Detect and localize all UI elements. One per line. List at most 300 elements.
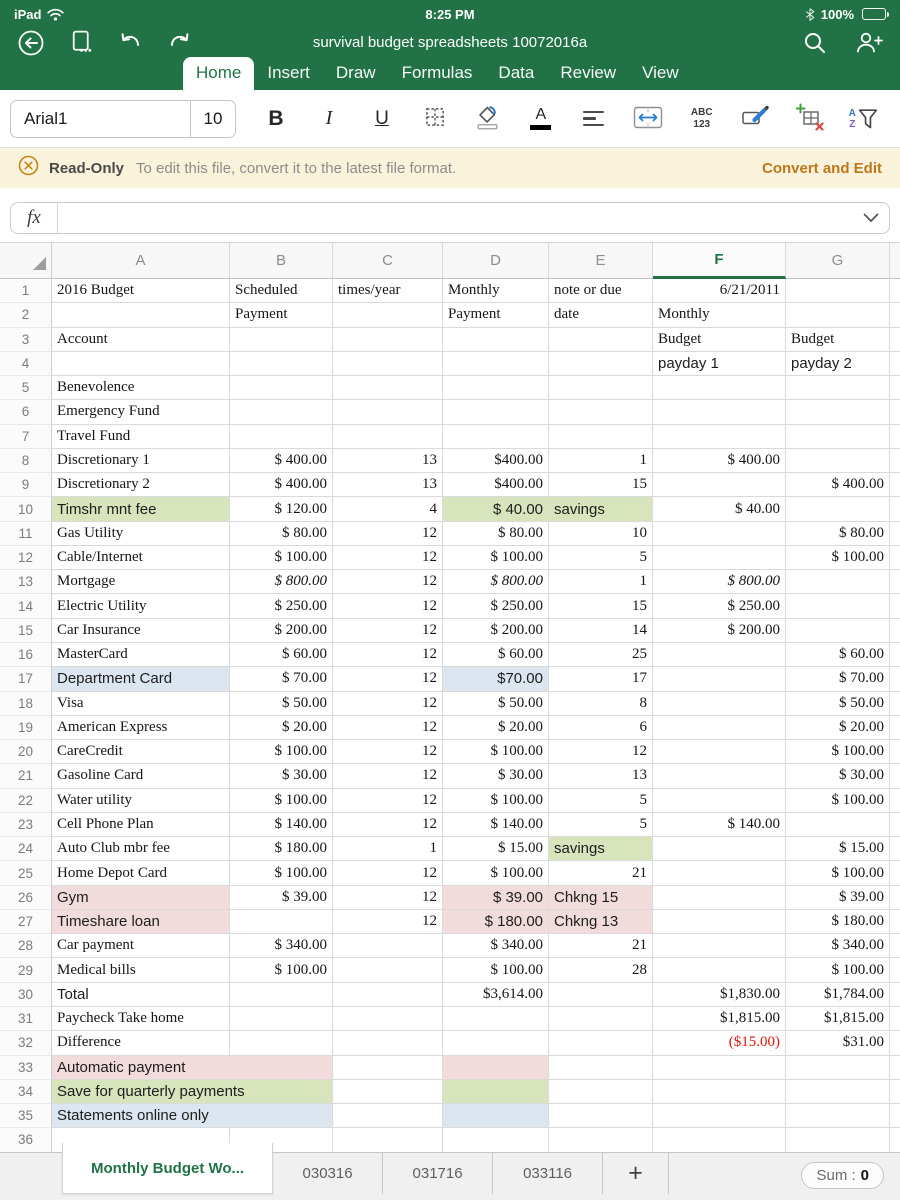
cell-A10[interactable]: Timshr mnt fee xyxy=(52,497,230,521)
cell-F29[interactable] xyxy=(653,958,786,982)
cell-G36[interactable] xyxy=(786,1128,890,1152)
cell-C30[interactable] xyxy=(333,983,443,1007)
column-header-F[interactable]: F xyxy=(653,243,786,279)
cell-E7[interactable] xyxy=(549,425,653,449)
cell-D11[interactable]: $ 80.00 xyxy=(443,522,549,546)
cell-G35[interactable] xyxy=(786,1104,890,1128)
cell-E6[interactable] xyxy=(549,400,653,424)
cell-F16[interactable] xyxy=(653,643,786,667)
cell-A17[interactable]: Department Card xyxy=(52,667,230,691)
cell-G4[interactable]: payday 2 xyxy=(786,352,890,376)
cell-E33[interactable] xyxy=(549,1056,653,1080)
cell-G21[interactable]: $ 30.00 xyxy=(786,764,890,788)
cell-C7[interactable] xyxy=(333,425,443,449)
cell-A9[interactable]: Discretionary 2 xyxy=(52,473,230,497)
cell-B3[interactable] xyxy=(230,328,333,352)
row-header-29[interactable]: 29 xyxy=(0,958,52,982)
cell-D35[interactable] xyxy=(443,1104,549,1128)
cell-D31[interactable] xyxy=(443,1007,549,1031)
cell-E17[interactable]: 17 xyxy=(549,667,653,691)
cell-A35[interactable]: Statements online only xyxy=(52,1104,333,1128)
cell-C3[interactable] xyxy=(333,328,443,352)
cell-G30[interactable]: $1,784.00 xyxy=(786,983,890,1007)
cell-E5[interactable] xyxy=(549,376,653,400)
cell-E11[interactable]: 10 xyxy=(549,522,653,546)
cell-F8[interactable]: $ 400.00 xyxy=(653,449,786,473)
cell-F28[interactable] xyxy=(653,934,786,958)
cell-A19[interactable]: American Express xyxy=(52,716,230,740)
cell-B7[interactable] xyxy=(230,425,333,449)
cell-E35[interactable] xyxy=(549,1104,653,1128)
cell-F17[interactable] xyxy=(653,667,786,691)
font-color-button[interactable] xyxy=(527,107,555,130)
cell-C16[interactable]: 12 xyxy=(333,643,443,667)
sheet-tab-030316[interactable]: 030316 xyxy=(273,1153,383,1194)
cell-E34[interactable] xyxy=(549,1080,653,1104)
cell-B28[interactable]: $ 340.00 xyxy=(230,934,333,958)
cell-B25[interactable]: $ 100.00 xyxy=(230,861,333,885)
cell-F27[interactable] xyxy=(653,910,786,934)
cell-E21[interactable]: 13 xyxy=(549,764,653,788)
tab-home[interactable]: Home xyxy=(183,57,254,90)
cell-A28[interactable]: Car payment xyxy=(52,934,230,958)
cell-B17[interactable]: $ 70.00 xyxy=(230,667,333,691)
cell-G15[interactable] xyxy=(786,619,890,643)
cell-E1[interactable]: note or due xyxy=(549,279,653,303)
cell-F19[interactable] xyxy=(653,716,786,740)
cell-D9[interactable]: $400.00 xyxy=(443,473,549,497)
cell-D19[interactable]: $ 20.00 xyxy=(443,716,549,740)
row-header-5[interactable]: 5 xyxy=(0,376,52,400)
cell-A21[interactable]: Gasoline Card xyxy=(52,764,230,788)
row-header-14[interactable]: 14 xyxy=(0,594,52,618)
cell-A30[interactable]: Total xyxy=(52,983,230,1007)
cell-G1[interactable] xyxy=(786,279,890,303)
cell-F25[interactable] xyxy=(653,861,786,885)
bold-button[interactable] xyxy=(262,107,290,131)
cell-G28[interactable]: $ 340.00 xyxy=(786,934,890,958)
cell-B22[interactable]: $ 100.00 xyxy=(230,789,333,813)
cell-G8[interactable] xyxy=(786,449,890,473)
row-header-21[interactable]: 21 xyxy=(0,764,52,788)
cell-A11[interactable]: Gas Utility xyxy=(52,522,230,546)
tab-data[interactable]: Data xyxy=(485,57,547,90)
row-header-9[interactable]: 9 xyxy=(0,473,52,497)
cell-G18[interactable]: $ 50.00 xyxy=(786,692,890,716)
cell-B21[interactable]: $ 30.00 xyxy=(230,764,333,788)
row-header-24[interactable]: 24 xyxy=(0,837,52,861)
cell-A26[interactable]: Gym xyxy=(52,886,230,910)
row-header-6[interactable]: 6 xyxy=(0,400,52,424)
row-header-4[interactable]: 4 xyxy=(0,352,52,376)
cell-D28[interactable]: $ 340.00 xyxy=(443,934,549,958)
row-header-27[interactable]: 27 xyxy=(0,910,52,934)
cell-C36[interactable] xyxy=(333,1128,443,1152)
cell-B13[interactable]: $ 800.00 xyxy=(230,570,333,594)
cell-C19[interactable]: 12 xyxy=(333,716,443,740)
cell-F31[interactable]: $1,815.00 xyxy=(653,1007,786,1031)
cell-E2[interactable]: date xyxy=(549,303,653,327)
cell-D12[interactable]: $ 100.00 xyxy=(443,546,549,570)
cell-F14[interactable]: $ 250.00 xyxy=(653,594,786,618)
cell-G29[interactable]: $ 100.00 xyxy=(786,958,890,982)
cell-A20[interactable]: CareCredit xyxy=(52,740,230,764)
cell-C28[interactable] xyxy=(333,934,443,958)
cell-A22[interactable]: Water utility xyxy=(52,789,230,813)
cell-D23[interactable]: $ 140.00 xyxy=(443,813,549,837)
cell-G33[interactable] xyxy=(786,1056,890,1080)
cell-E10[interactable]: savings xyxy=(549,497,653,521)
cell-G24[interactable]: $ 15.00 xyxy=(786,837,890,861)
cell-E27[interactable]: Chkng 13 xyxy=(549,910,653,934)
cell-F21[interactable] xyxy=(653,764,786,788)
row-header-25[interactable]: 25 xyxy=(0,861,52,885)
cell-A31[interactable]: Paycheck Take home xyxy=(52,1007,230,1031)
cell-D5[interactable] xyxy=(443,376,549,400)
cell-B18[interactable]: $ 50.00 xyxy=(230,692,333,716)
cell-C14[interactable]: 12 xyxy=(333,594,443,618)
undo-button[interactable] xyxy=(117,31,143,55)
sheet-tab-033116[interactable]: 033116 xyxy=(493,1153,603,1194)
cell-B23[interactable]: $ 140.00 xyxy=(230,813,333,837)
cell-B6[interactable] xyxy=(230,400,333,424)
cell-A12[interactable]: Cable/Internet xyxy=(52,546,230,570)
add-sheet-button[interactable]: + xyxy=(603,1153,669,1194)
cell-A5[interactable]: Benevolence xyxy=(52,376,230,400)
cell-E30[interactable] xyxy=(549,983,653,1007)
cell-E19[interactable]: 6 xyxy=(549,716,653,740)
row-header-26[interactable]: 26 xyxy=(0,886,52,910)
cell-D3[interactable] xyxy=(443,328,549,352)
cell-A25[interactable]: Home Depot Card xyxy=(52,861,230,885)
cell-D32[interactable] xyxy=(443,1031,549,1055)
tab-view[interactable]: View xyxy=(629,57,692,90)
column-header-G[interactable]: G xyxy=(786,243,890,279)
cell-G22[interactable]: $ 100.00 xyxy=(786,789,890,813)
row-header-8[interactable]: 8 xyxy=(0,449,52,473)
cell-A33[interactable]: Automatic payment xyxy=(52,1056,333,1080)
fill-color-button[interactable] xyxy=(474,104,502,134)
cell-F36[interactable] xyxy=(653,1128,786,1152)
cell-B11[interactable]: $ 80.00 xyxy=(230,522,333,546)
cell-F22[interactable] xyxy=(653,789,786,813)
cell-A13[interactable]: Mortgage xyxy=(52,570,230,594)
row-header-20[interactable]: 20 xyxy=(0,740,52,764)
cell-B10[interactable]: $ 120.00 xyxy=(230,497,333,521)
cell-A15[interactable]: Car Insurance xyxy=(52,619,230,643)
cell-B26[interactable]: $ 39.00 xyxy=(230,886,333,910)
search-button[interactable] xyxy=(802,30,828,56)
cell-F5[interactable] xyxy=(653,376,786,400)
cell-A29[interactable]: Medical bills xyxy=(52,958,230,982)
cell-E22[interactable]: 5 xyxy=(549,789,653,813)
cell-B8[interactable]: $ 400.00 xyxy=(230,449,333,473)
cell-B31[interactable] xyxy=(230,1007,333,1031)
sheet-tab-031716[interactable]: 031716 xyxy=(383,1153,493,1194)
cell-D6[interactable] xyxy=(443,400,549,424)
cell-F12[interactable] xyxy=(653,546,786,570)
cell-F10[interactable]: $ 40.00 xyxy=(653,497,786,521)
cell-E16[interactable]: 25 xyxy=(549,643,653,667)
convert-and-edit-button[interactable]: Convert and Edit xyxy=(761,159,882,177)
cell-B9[interactable]: $ 400.00 xyxy=(230,473,333,497)
cell-B16[interactable]: $ 60.00 xyxy=(230,643,333,667)
cell-D29[interactable]: $ 100.00 xyxy=(443,958,549,982)
font-picker[interactable] xyxy=(10,100,236,138)
column-header-C[interactable]: C xyxy=(333,243,443,279)
cell-A3[interactable]: Account xyxy=(52,328,230,352)
formula-input[interactable] xyxy=(58,203,853,233)
cell-C18[interactable]: 12 xyxy=(333,692,443,716)
row-header-13[interactable]: 13 xyxy=(0,570,52,594)
cell-F26[interactable] xyxy=(653,886,786,910)
cell-D2[interactable]: Payment xyxy=(443,303,549,327)
cell-B5[interactable] xyxy=(230,376,333,400)
cell-D8[interactable]: $400.00 xyxy=(443,449,549,473)
row-header-2[interactable]: 2 xyxy=(0,303,52,327)
cell-E4[interactable] xyxy=(549,352,653,376)
cell-F2[interactable]: Monthly xyxy=(653,303,786,327)
cell-E20[interactable]: 12 xyxy=(549,740,653,764)
cell-D13[interactable]: $ 800.00 xyxy=(443,570,549,594)
file-menu-button[interactable] xyxy=(70,29,93,56)
italic-button[interactable] xyxy=(315,107,343,130)
cell-C17[interactable]: 12 xyxy=(333,667,443,691)
column-header-E[interactable]: E xyxy=(549,243,653,279)
row-header-15[interactable]: 15 xyxy=(0,619,52,643)
cell-C34[interactable] xyxy=(333,1080,443,1104)
cell-D22[interactable]: $ 100.00 xyxy=(443,789,549,813)
row-header-34[interactable]: 34 xyxy=(0,1080,52,1104)
row-header-16[interactable]: 16 xyxy=(0,643,52,667)
cell-G26[interactable]: $ 39.00 xyxy=(786,886,890,910)
cell-A27[interactable]: Timeshare loan xyxy=(52,910,230,934)
cell-C13[interactable]: 12 xyxy=(333,570,443,594)
formula-expand-chevron[interactable] xyxy=(853,213,889,223)
cell-F18[interactable] xyxy=(653,692,786,716)
cell-G20[interactable]: $ 100.00 xyxy=(786,740,890,764)
cell-B14[interactable]: $ 250.00 xyxy=(230,594,333,618)
cell-E18[interactable]: 8 xyxy=(549,692,653,716)
cell-C31[interactable] xyxy=(333,1007,443,1031)
cell-F11[interactable] xyxy=(653,522,786,546)
cell-G12[interactable]: $ 100.00 xyxy=(786,546,890,570)
cell-F35[interactable] xyxy=(653,1104,786,1128)
cell-C29[interactable] xyxy=(333,958,443,982)
cell-C10[interactable]: 4 xyxy=(333,497,443,521)
cell-D7[interactable] xyxy=(443,425,549,449)
cell-F30[interactable]: $1,830.00 xyxy=(653,983,786,1007)
cell-G3[interactable]: Budget xyxy=(786,328,890,352)
row-header-31[interactable]: 31 xyxy=(0,1007,52,1031)
cell-G10[interactable] xyxy=(786,497,890,521)
cell-G7[interactable] xyxy=(786,425,890,449)
cell-G27[interactable]: $ 180.00 xyxy=(786,910,890,934)
cell-B19[interactable]: $ 20.00 xyxy=(230,716,333,740)
cell-E32[interactable] xyxy=(549,1031,653,1055)
cell-E9[interactable]: 15 xyxy=(549,473,653,497)
cell-A24[interactable]: Auto Club mbr fee xyxy=(52,837,230,861)
row-header-30[interactable]: 30 xyxy=(0,983,52,1007)
cell-C25[interactable]: 12 xyxy=(333,861,443,885)
cell-C9[interactable]: 13 xyxy=(333,473,443,497)
cell-C5[interactable] xyxy=(333,376,443,400)
cell-C21[interactable]: 12 xyxy=(333,764,443,788)
tab-insert[interactable]: Insert xyxy=(254,57,323,90)
cell-F13[interactable]: $ 800.00 xyxy=(653,570,786,594)
row-header-35[interactable]: 35 xyxy=(0,1104,52,1128)
borders-button[interactable] xyxy=(421,104,449,133)
cell-D1[interactable]: Monthly xyxy=(443,279,549,303)
number-format-button[interactable] xyxy=(688,107,716,130)
select-all-corner[interactable] xyxy=(0,243,52,279)
cell-A23[interactable]: Cell Phone Plan xyxy=(52,813,230,837)
cell-G25[interactable]: $ 100.00 xyxy=(786,861,890,885)
cell-C4[interactable] xyxy=(333,352,443,376)
insert-delete-cells-button[interactable] xyxy=(796,103,824,134)
row-header-23[interactable]: 23 xyxy=(0,813,52,837)
cell-C23[interactable]: 12 xyxy=(333,813,443,837)
cell-C26[interactable]: 12 xyxy=(333,886,443,910)
row-header-36[interactable]: 36 xyxy=(0,1128,52,1152)
cell-D27[interactable]: $ 180.00 xyxy=(443,910,549,934)
cell-C2[interactable] xyxy=(333,303,443,327)
cell-D4[interactable] xyxy=(443,352,549,376)
cell-G5[interactable] xyxy=(786,376,890,400)
row-header-3[interactable]: 3 xyxy=(0,328,52,352)
cell-C6[interactable] xyxy=(333,400,443,424)
cell-A16[interactable]: MasterCard xyxy=(52,643,230,667)
cell-C11[interactable]: 12 xyxy=(333,522,443,546)
cell-B27[interactable] xyxy=(230,910,333,934)
row-header-12[interactable]: 12 xyxy=(0,546,52,570)
cell-D10[interactable]: $ 40.00 xyxy=(443,497,549,521)
cell-F15[interactable]: $ 200.00 xyxy=(653,619,786,643)
cell-E14[interactable]: 15 xyxy=(549,594,653,618)
cell-G6[interactable] xyxy=(786,400,890,424)
redo-button[interactable] xyxy=(167,31,193,55)
cell-C1[interactable]: times/year xyxy=(333,279,443,303)
cell-F9[interactable] xyxy=(653,473,786,497)
cell-D33[interactable] xyxy=(443,1056,549,1080)
cell-D14[interactable]: $ 250.00 xyxy=(443,594,549,618)
back-button[interactable] xyxy=(16,28,46,58)
underline-button[interactable] xyxy=(368,108,396,130)
row-header-28[interactable]: 28 xyxy=(0,934,52,958)
format-painter-button[interactable] xyxy=(741,104,771,133)
cell-B12[interactable]: $ 100.00 xyxy=(230,546,333,570)
cell-G11[interactable]: $ 80.00 xyxy=(786,522,890,546)
cell-B20[interactable]: $ 100.00 xyxy=(230,740,333,764)
cell-E25[interactable]: 21 xyxy=(549,861,653,885)
cell-D15[interactable]: $ 200.00 xyxy=(443,619,549,643)
cell-A2[interactable] xyxy=(52,303,230,327)
cell-A32[interactable]: Difference xyxy=(52,1031,230,1055)
column-header-D[interactable]: D xyxy=(443,243,549,279)
cell-G9[interactable]: $ 400.00 xyxy=(786,473,890,497)
cell-D21[interactable]: $ 30.00 xyxy=(443,764,549,788)
cell-F24[interactable] xyxy=(653,837,786,861)
cell-C32[interactable] xyxy=(333,1031,443,1055)
cell-G16[interactable]: $ 60.00 xyxy=(786,643,890,667)
cell-F33[interactable] xyxy=(653,1056,786,1080)
font-name-value[interactable]: Arial1 xyxy=(24,108,68,128)
cell-F4[interactable]: payday 1 xyxy=(653,352,786,376)
row-header-19[interactable]: 19 xyxy=(0,716,52,740)
cell-G17[interactable]: $ 70.00 xyxy=(786,667,890,691)
cell-D24[interactable]: $ 15.00 xyxy=(443,837,549,861)
cell-E29[interactable]: 28 xyxy=(549,958,653,982)
tab-review[interactable]: Review xyxy=(547,57,629,90)
cell-C22[interactable]: 12 xyxy=(333,789,443,813)
cell-E13[interactable]: 1 xyxy=(549,570,653,594)
cell-D26[interactable]: $ 39.00 xyxy=(443,886,549,910)
cell-D30[interactable]: $3,614.00 xyxy=(443,983,549,1007)
cell-A4[interactable] xyxy=(52,352,230,376)
tab-draw[interactable]: Draw xyxy=(323,57,389,90)
cell-E15[interactable]: 14 xyxy=(549,619,653,643)
cell-C27[interactable]: 12 xyxy=(333,910,443,934)
cell-C20[interactable]: 12 xyxy=(333,740,443,764)
cell-B32[interactable] xyxy=(230,1031,333,1055)
cell-G34[interactable] xyxy=(786,1080,890,1104)
cell-A6[interactable]: Emergency Fund xyxy=(52,400,230,424)
cell-D20[interactable]: $ 100.00 xyxy=(443,740,549,764)
cell-E3[interactable] xyxy=(549,328,653,352)
cell-B15[interactable]: $ 200.00 xyxy=(230,619,333,643)
cell-F1[interactable]: 6/21/2011 xyxy=(653,279,786,303)
cell-G31[interactable]: $1,815.00 xyxy=(786,1007,890,1031)
row-header-33[interactable]: 33 xyxy=(0,1056,52,1080)
cell-A14[interactable]: Electric Utility xyxy=(52,594,230,618)
cell-D25[interactable]: $ 100.00 xyxy=(443,861,549,885)
cell-C24[interactable]: 1 xyxy=(333,837,443,861)
cell-C33[interactable] xyxy=(333,1056,443,1080)
cell-B4[interactable] xyxy=(230,352,333,376)
cell-B29[interactable]: $ 100.00 xyxy=(230,958,333,982)
cell-G19[interactable]: $ 20.00 xyxy=(786,716,890,740)
cell-F6[interactable] xyxy=(653,400,786,424)
cell-E28[interactable]: 21 xyxy=(549,934,653,958)
cell-F20[interactable] xyxy=(653,740,786,764)
row-header-11[interactable]: 11 xyxy=(0,522,52,546)
cell-E36[interactable] xyxy=(549,1128,653,1152)
cell-C15[interactable]: 12 xyxy=(333,619,443,643)
cell-B1[interactable]: Scheduled xyxy=(230,279,333,303)
cell-D34[interactable] xyxy=(443,1080,549,1104)
row-header-10[interactable]: 10 xyxy=(0,497,52,521)
cell-A1[interactable]: 2016 Budget xyxy=(52,279,230,303)
cell-E23[interactable]: 5 xyxy=(549,813,653,837)
cell-F32[interactable]: ($15.00) xyxy=(653,1031,786,1055)
row-header-1[interactable]: 1 xyxy=(0,279,52,303)
merge-center-button[interactable] xyxy=(633,106,663,132)
cell-E26[interactable]: Chkng 15 xyxy=(549,886,653,910)
align-button[interactable] xyxy=(580,111,608,126)
share-add-person-button[interactable] xyxy=(854,30,884,55)
row-header-7[interactable]: 7 xyxy=(0,425,52,449)
cell-D16[interactable]: $ 60.00 xyxy=(443,643,549,667)
cell-B30[interactable] xyxy=(230,983,333,1007)
cell-E12[interactable]: 5 xyxy=(549,546,653,570)
cell-A7[interactable]: Travel Fund xyxy=(52,425,230,449)
cell-G14[interactable] xyxy=(786,594,890,618)
column-header-B[interactable]: B xyxy=(230,243,333,279)
cell-F23[interactable]: $ 140.00 xyxy=(653,813,786,837)
cell-G32[interactable]: $31.00 xyxy=(786,1031,890,1055)
cell-F7[interactable] xyxy=(653,425,786,449)
cell-B24[interactable]: $ 180.00 xyxy=(230,837,333,861)
